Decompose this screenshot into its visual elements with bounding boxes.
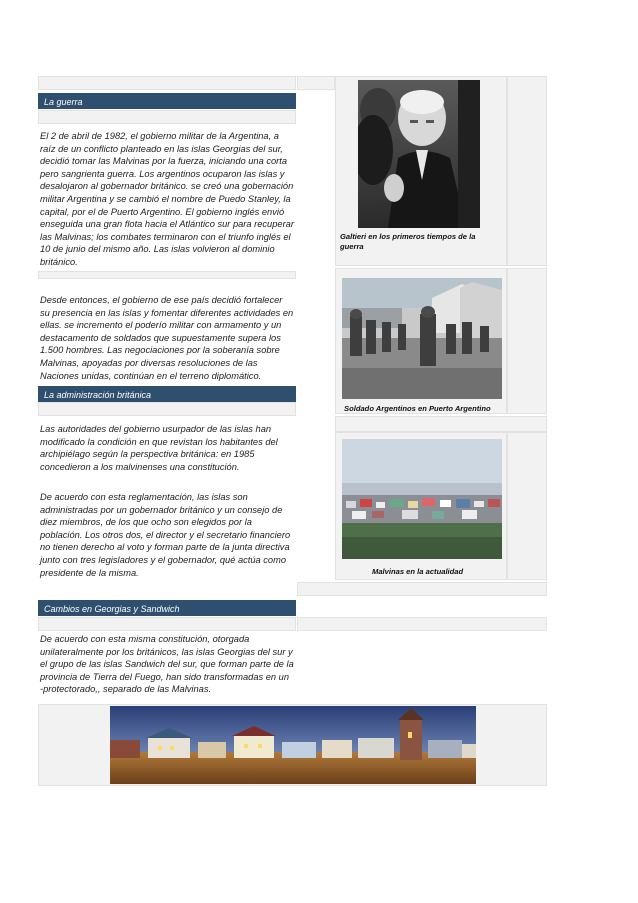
caption-soldado: Soldado Argentinos en Puerto Argentino [344,404,491,413]
panorama-photo [110,706,476,784]
cell-top-left [38,76,296,90]
caption-galtieri: Galtieri en los primeros tiempos de la guerra [340,232,476,251]
cell-georgias-spacer [38,617,296,631]
guerra-paragraph-2: Desde entonces, el gobierno de ese país decidió fortalecer su presencia en las islas y fomentar diferentes actividades en ellas. se incremento el poderío militar con armamento y un destacamento de soldados que supuestamente supera los 1.500 hombres. Las negociaciones por la soberanía sobre Malvinas, apoyadas por diversas resoluciones de las Naciones unidas, continúan en el terreno diplomático. [40,295,294,381]
section-heading-admin: La administración británica [38,386,296,402]
cell-photo-3-top [335,416,547,432]
section-heading-georgias: Cambios en Georgias y Sandwich [38,600,296,616]
cell-right-col-1 [507,76,547,266]
cell-right-col-3 [507,432,547,580]
cell-gap-1 [38,271,296,279]
soldiers-photo [342,278,502,399]
cell-heading-spacer [38,110,296,124]
cell-top-mid [297,76,335,90]
cell-mid-gap [297,582,547,596]
guerra-paragraph-1: El 2 de abril de 1982, el gobierno militar de la Argentina, a raíz de un conflicto planteado en las islas Georgias del sur, decidió tomar las Malvinas por la fuerza, iniciando una corta pero sangrienta guerra. Los argentinos ocuparon las islas y desalojaron al gobernador británico. se creó una gobernación militar Argentina y se cambió el nombre de Puedo Stanley, la capital, por el de Puerto Argentino. El gobierno inglés envió enseguida una gran flota hacia el Atlántico sur para recuperar las Malvinas; los combates terminaron con el triunfo inglés el 10 de junio del mismo año. Las islas volvieron al dominio británico. [40,131,294,267]
admin-paragraph-1: Las autoridades del gobierno usurpador de las islas han modificado la condición en que revistan los habitantes del archipiélago según la perspectiva británica: en 1985 concedieron a los malvinenses una constitución. [40,424,278,472]
admin-paragraph-2: De acuerdo con esta reglamentación, las islas son administradas por un gobernador británico y un consejo de diez miembros, de los que ocho son elegidos por la población. Los otros dos, el director y el secretario financiero no tienen derecho al voto y forman parte de la junta directiva junto con tres legisladores y el gobernador, qué actúa como presidente de la misma. [40,492,291,578]
galtieri-photo [358,80,480,228]
cell-right-col-2 [507,268,547,414]
malvinas-town-photo [342,439,502,559]
georgias-paragraph-1: De acuerdo con esta misma constitución, otorgada unilateralmente por los británicos, las islas Georgias del sur y el grupo de las islas Sandwich del sur, que forman parte de la provincia de Tierra del Fuego, han sido transformadas en un -protectorado,, separado de las Malvinas. [40,634,294,695]
section-heading-guerra: La guerra [38,93,296,109]
cell-admin-spacer [38,402,296,416]
cell-georgias-right [297,617,547,631]
caption-malvinas: Malvinas en la actualidad [372,567,464,576]
